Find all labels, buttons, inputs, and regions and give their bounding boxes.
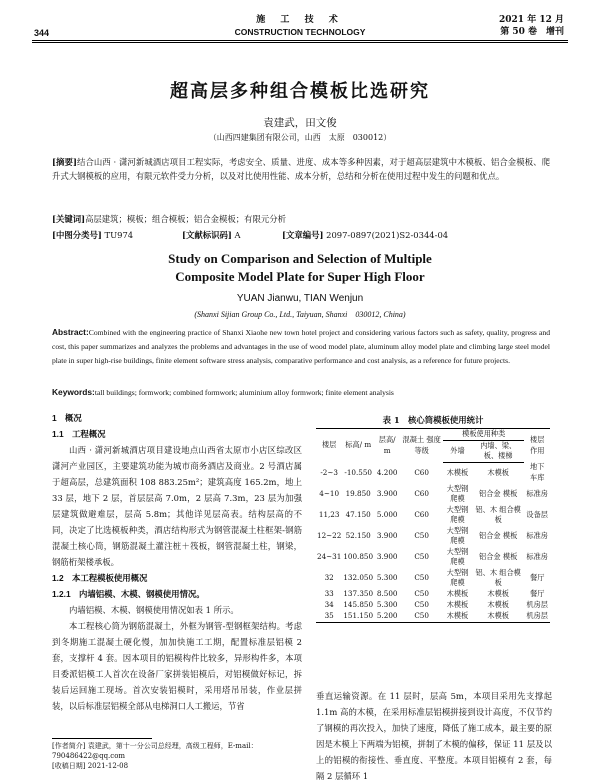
section-heading-1: 1 概况 (52, 413, 82, 423)
classification-row (52, 229, 550, 241)
footnote-date: 2021-12-08 (87, 762, 129, 770)
cell-height: 8.500 (376, 588, 398, 598)
table-row (316, 484, 550, 505)
cell-floor: -2~3 (320, 467, 338, 477)
cell-height: 5.300 (376, 599, 398, 609)
title-en-line1: Study on Comparison and Selection of Multiple (168, 251, 432, 266)
cell-height: 5.200 (374, 611, 400, 623)
table-row (316, 600, 550, 611)
cell-floor: 11,23 (318, 509, 340, 519)
section-heading-1-2-1: 1.2.1 内墙铝模、木模、钢模使用情况。 (52, 589, 205, 599)
clc-value: TU974 (104, 230, 134, 240)
table-row (316, 611, 550, 623)
cell-function: 餐厅 (530, 588, 545, 598)
table-row (316, 505, 550, 526)
cell-elevation: 52.150 (345, 530, 371, 540)
cell-elevation: 151.150 (342, 611, 374, 623)
col-exterior: 外墙 (443, 440, 472, 462)
affiliation-cn: （山西四建集团有限公司，山西 太原 030012） (208, 133, 392, 142)
keywords-en-label: Keywords: (52, 387, 95, 397)
article-no-label: [文章编号] (282, 230, 324, 240)
cell-concrete: C50 (414, 530, 429, 540)
cell-exterior: 木模板 (446, 467, 469, 477)
cell-function: 机房层 (526, 599, 548, 609)
cell-function: 机房层 (524, 611, 550, 623)
article-no-value: 2097-0897(2021)S2-0344-04 (326, 230, 449, 240)
cell-concrete: C50 (414, 588, 429, 598)
title-cn: 超高层多种组合模板比选研究 (170, 81, 430, 102)
abstract-cn-label: [摘要] (52, 157, 77, 167)
doc-code-label: [文献标识码] (182, 230, 232, 240)
keywords-en (52, 387, 550, 397)
authors-en: YUAN Jianwu, TIAN Wenjun (236, 293, 364, 304)
cell-floor: 24~31 (317, 551, 342, 561)
cell-height: 3.900 (376, 551, 398, 561)
section-heading-1-2: 1.2 本工程模板使用概况 (52, 573, 148, 583)
cell-interior: 木模板 (487, 467, 509, 477)
journal-header (190, 14, 410, 38)
paragraph-formwork: 本工程核心筒为钢筋混凝土，外框为钢管-型钢框架结构。考虑到冬期施工混凝土硬化慢，加加快施工工期，配置标准层铝模 2 套，支撑杆 4 套。因本项目的铝模构件比较多，异形构件多，本项目委派铝模工人首次在设备厂家拼装铝模后，对铝模做好标记，拆装后运回施工现场。首次安装铝模时，采用塔吊吊装，作业层拼装，以后标准层铝模全部从电梯洞口人工搬运，节省 (52, 621, 302, 711)
keywords-en-text: tall buildings; formwork; combined formwork; aluminium alloy formwork; finite element analysis (94, 388, 394, 397)
table-row (316, 589, 550, 600)
abstract-en-label: Abstract: (52, 327, 89, 337)
header-rule (32, 40, 568, 41)
cell-elevation: -10.550 (344, 467, 372, 477)
cell-interior: 木模板 (472, 611, 524, 623)
cell-concrete: C60 (414, 509, 429, 519)
abstract-en-text: Combined with the engineering practice of Shanxi Xiaohe new town hotel project and considering various factors such as safety, quality, progress and cost, this paper summarizes and analyzes the problems and advantages in the use of wood model plate, aluminum alloy model plate and climbing large steel model plate in super high-rise buildings, finite element software stress analysis, comparative performance and cost analysis, as a reference for future projects. (52, 328, 550, 366)
table-row (316, 526, 550, 547)
keywords-cn-label: [关键词] (52, 214, 86, 224)
cell-exterior: 大型钢爬模 (446, 483, 469, 503)
title-en-line2: Composite Model Plate for Super High Floor (175, 269, 425, 284)
table-row (316, 547, 550, 568)
page-number: 344 (34, 28, 50, 38)
affiliation-en: (Shanxi Sijian Group Co., Ltd., Taiyuan, Shanxi 030012, China) (194, 310, 406, 319)
cell-height: 5.000 (376, 509, 398, 519)
journal-name-cn: 施 工 技 术 (256, 15, 344, 25)
cell-concrete: C60 (414, 488, 429, 498)
cell-interior: 铝合金 模板 (479, 530, 518, 540)
title-en (0, 250, 600, 286)
cell-interior: 木模板 (487, 588, 509, 598)
cell-elevation: 137.350 (343, 588, 374, 598)
issue-info (499, 14, 564, 38)
paragraph-overview: 山西 · 潇河新城酒店项目建设地点山西省太原市小店区综改区潇河产业园区，主要建筑功能为城市商务酒店及商业。2 号酒店属于超高层，总建筑面积 108 883.25m²；建筑高度 165.2m，地上 33 层，地下 2 层，首层层高 7.0m，2 层高 7.3m，23 层为加强层建筑做避难层，层高 5.8m；其他详见层高表。结构层高的不同，决定了比选模板种类，酒店结构形式为钢管混凝土柱框架-钢筋混凝土核心筒，钢筋混凝土灌注桩＋筏板，钢管混凝土柱，钢梁，钢筋桁架楼承板。 (52, 445, 302, 567)
authors-cn: 袁建武，田文俊 (263, 117, 337, 129)
col-interior: 内墙、梁、 板、楼梯 (472, 440, 524, 462)
cell-elevation: 132.050 (343, 572, 374, 582)
cell-floor: 4~10 (319, 488, 340, 498)
cell-function: 设备层 (526, 509, 548, 519)
cell-exterior: 木模板 (446, 599, 469, 609)
cell-floor: 35 (316, 611, 342, 623)
cell-exterior: 木模板 (443, 611, 472, 623)
col-concrete: 混凝土 强度等级 (400, 429, 443, 463)
table-title: 表 1 核心筒模板使用统计 (382, 415, 484, 425)
cell-exterior: 木模板 (446, 588, 469, 598)
clc-label: [中图分类号] (52, 230, 102, 240)
abstract-en (52, 325, 550, 369)
cell-function: 餐厅 (530, 572, 545, 582)
cell-interior: 铝合金 模板 (479, 551, 518, 561)
cell-interior: 铝合金 模板 (479, 488, 518, 498)
cell-exterior: 大型钢爬模 (446, 504, 469, 524)
footnote (52, 741, 302, 771)
cell-function: 地下 车库 (530, 462, 545, 482)
col-height: 层高/ m (374, 429, 400, 463)
col-usage-group: 模板使用种类 (443, 429, 524, 441)
cell-elevation: 145.850 (343, 599, 374, 609)
cell-elevation: 19.850 (345, 488, 371, 498)
issue-date: 2021 年 12 月 (499, 15, 564, 25)
footnote-rule (52, 738, 152, 739)
abstract-cn-text: 结合山西 · 潇河新城酒店项目工程实际，考虑安全、质量、进度、成本等多种因素，对于超高层建筑中木模板、铝合金模板、爬升式大钢模板的应用，有限元软件受力分析，以及对比使用性能、成本分析，总结和分析在使用过程中发生的问题和优点。 (52, 157, 550, 181)
table-row (316, 462, 550, 484)
cell-interior: 木模板 (487, 599, 509, 609)
cell-concrete: C60 (414, 467, 429, 477)
cell-interior: 铝、木 组合模板 (475, 504, 521, 524)
cell-elevation: 100.850 (343, 551, 374, 561)
cell-exterior: 大型钢爬模 (446, 546, 469, 566)
issue-volume: 第 50 卷 增刊 (500, 27, 564, 37)
body-left-column (52, 410, 302, 714)
cell-concrete: C50 (414, 551, 429, 561)
journal-name-en: CONSTRUCTION TECHNOLOGY (234, 27, 366, 37)
cell-floor: 34 (324, 599, 334, 609)
col-function: 楼层 作用 (524, 429, 550, 463)
formwork-table (316, 428, 550, 623)
header-rule-2 (32, 42, 568, 43)
keywords-cn (52, 213, 550, 225)
table-row (316, 568, 550, 589)
cell-height: 3.900 (376, 488, 398, 498)
footnote-author-label: [作者简介] (52, 742, 86, 750)
cell-function: 标准房 (526, 551, 548, 561)
cell-floor: 32 (324, 572, 334, 582)
cell-elevation: 47.150 (345, 509, 371, 519)
cell-height: 5.300 (376, 572, 398, 582)
keywords-cn-text: 高层建筑；模板；组合模板；铝合金模板；有限元分析 (85, 214, 287, 224)
col-floor: 楼层 (316, 429, 342, 463)
doc-code-value: A (234, 230, 241, 240)
cell-interior: 铝、木 组合模板 (475, 567, 521, 587)
cell-floor: 12~22 (317, 530, 342, 540)
cell-concrete: C50 (414, 572, 429, 582)
cell-height: 4.200 (376, 467, 398, 477)
cell-exterior: 大型钢爬模 (446, 525, 469, 545)
cell-height: 3.900 (376, 530, 398, 540)
body-right-column: 垂直运输资源。在 11 层时，层高 5m，本项目采用先支撑起 1.1m 高的木模，在采用标准层铝模拼接到设计高度，不仅节约了钢模的再次投入，加快了速度，降低了施工成本，最主要的原因是木模上下两端为铝模，拼制了木模的偏移，保证 11 层及以上的铝模的衔接性、垂直度、平整度。本项目铝模有 2 套，每隔 2 层循环 1 (316, 691, 552, 781)
abstract-cn (52, 155, 550, 183)
col-elevation: 标高/ m (342, 429, 374, 463)
cell-concrete: C50 (414, 599, 429, 609)
cell-function: 标准房 (526, 488, 548, 498)
footnote-date-label: [收稿日期] (52, 762, 86, 770)
section-heading-1-1: 1.1 工程概况 (52, 429, 106, 439)
cell-concrete: C50 (400, 611, 443, 623)
cell-floor: 33 (324, 588, 334, 598)
paragraph-table-ref: 内墙铝模、木模、钢模使用情况如表 1 所示。 (69, 605, 239, 615)
cell-exterior: 大型钢爬模 (446, 567, 469, 587)
footnote-author: 袁建武，第十一分公司总经理，高级工程师，E-mail：790486422@qq.com (52, 742, 258, 760)
cell-function: 标准房 (526, 530, 548, 540)
